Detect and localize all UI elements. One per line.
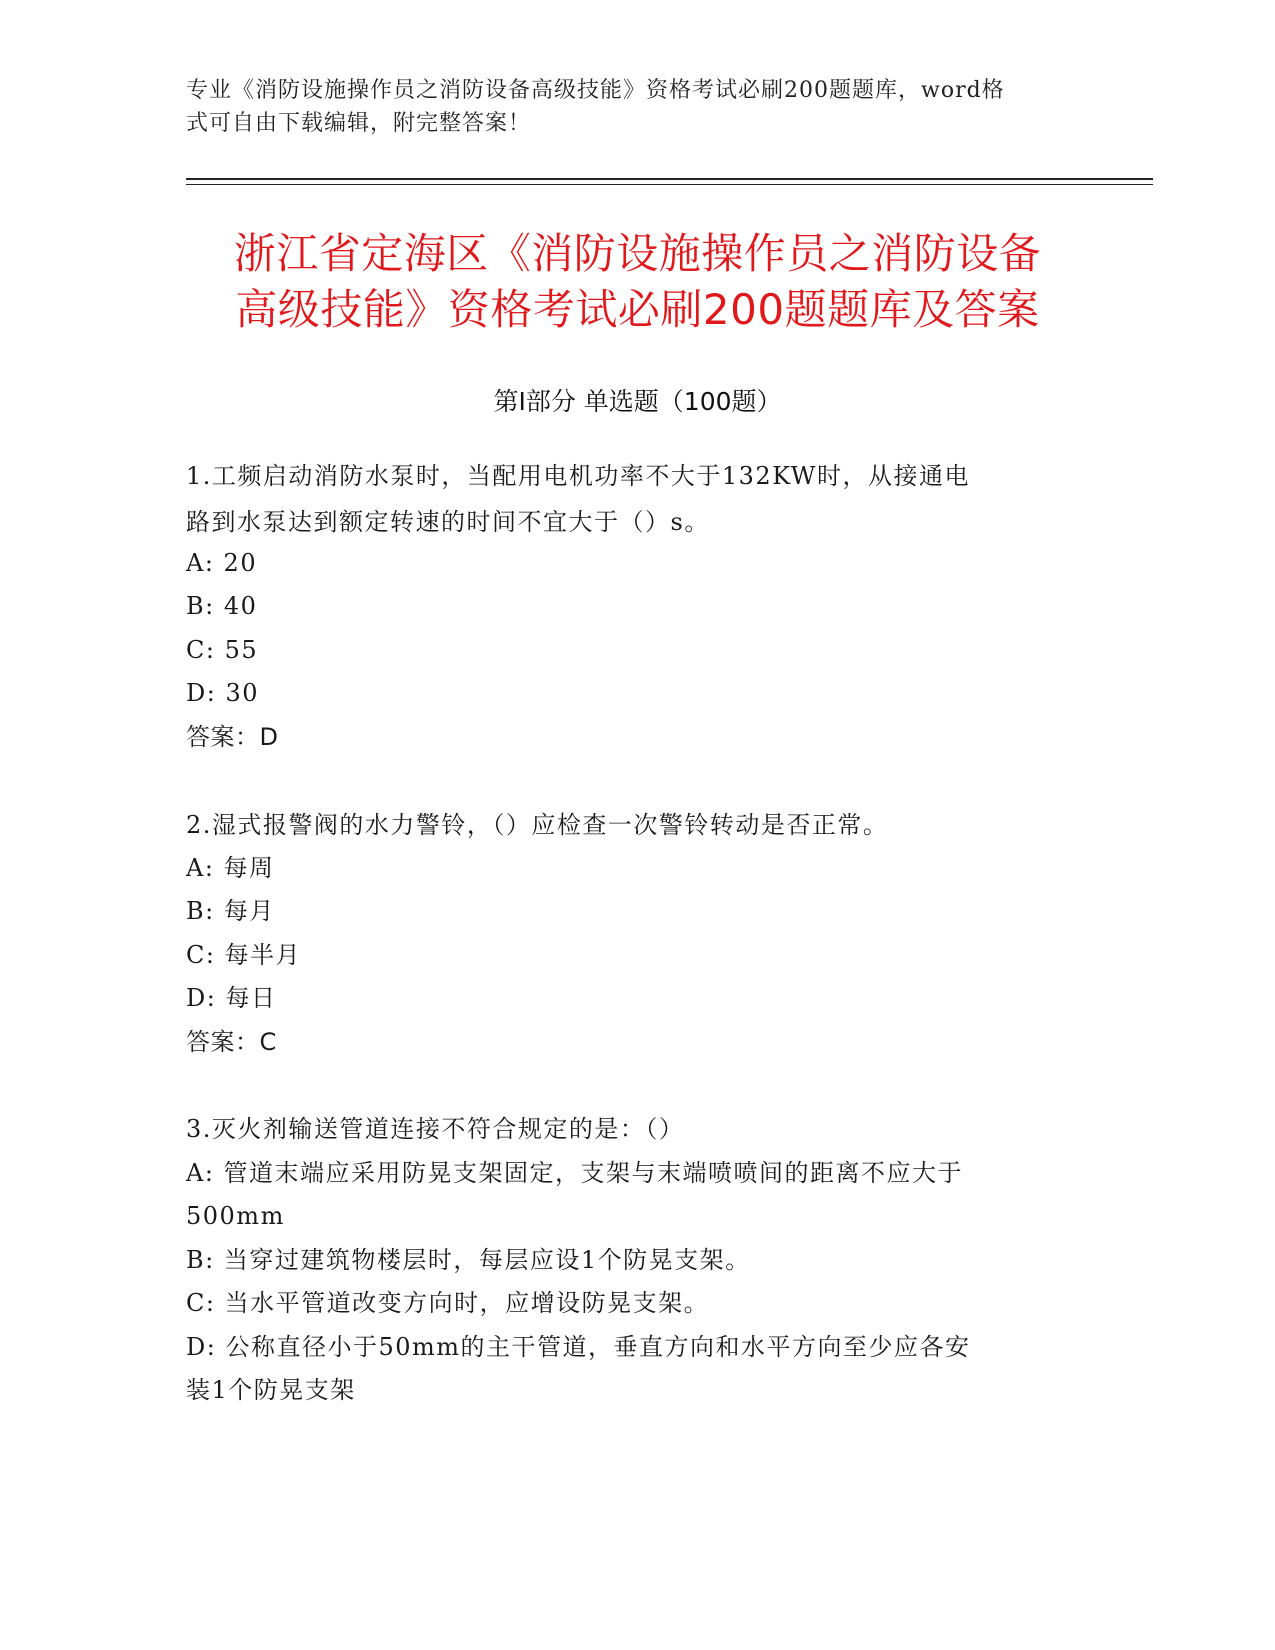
header-note-line: 专业《消防设施操作员之消防设备高级技能》资格考试必刷200题题库，word格: [186, 78, 1005, 103]
question-text-line: 路到水泵达到额定转速的时间不宜大于（）s。: [186, 508, 710, 536]
question-3-option-a: A: 管道末端应采用防晃支架固定，支架与末端喷喷间的距离不应大于: [186, 1159, 964, 1187]
header-divider-thin: [186, 184, 1153, 185]
question-1-text: [186, 453, 1066, 545]
question-1-option-a: A: 20: [186, 549, 258, 577]
question-2-option-c: C: 每半月: [186, 941, 302, 969]
question-3-option-d: D: 公称直径小于50mm的主干管道，垂直方向和水平方向至少应各安: [186, 1333, 971, 1361]
question-2-option-d: D: 每日: [186, 984, 277, 1012]
header-note-line: 式可自由下载编辑，附完整答案！: [186, 111, 532, 136]
question-2-answer: 答案：C: [186, 1028, 277, 1056]
question-text-line: 3.灭火剂输送管道连接不符合规定的是：（）: [186, 1115, 685, 1143]
question-text-line: 2.湿式报警阀的水力警铃，（）应检查一次警铃转动是否正常。: [186, 811, 889, 839]
question-1-option-b: B: 40: [186, 592, 258, 620]
header-note: [186, 74, 1066, 140]
document-title-line: 高级技能》资格考试必刷200题题库及答案: [235, 285, 1040, 334]
question-2-option-b: B: 每月: [186, 897, 275, 925]
question-1-option-d: D: 30: [186, 679, 259, 707]
document-title-line: 浙江省定海区《消防设施操作员之消防设备: [233, 229, 1042, 278]
question-2-option-a: A: 每周: [186, 854, 275, 882]
question-3-option-d-cont: 装1个防晃支架: [186, 1376, 356, 1404]
question-1-option-c: C: 55: [186, 636, 259, 664]
document-title: [150, 226, 1125, 338]
question-3-option-a-cont: 500mm: [186, 1202, 285, 1230]
question-3-text: [186, 1106, 1066, 1152]
header-divider: [186, 178, 1153, 180]
question-1-answer: 答案：D: [186, 723, 279, 751]
question-3-option-c: C: 当水平管道改变方向时，应增设防晃支架。: [186, 1289, 710, 1317]
question-2-text: [186, 802, 1066, 848]
section-heading: 第I部分 单选题（100题）: [493, 387, 782, 416]
question-text-line: 1.工频启动消防水泵时，当配用电机功率不大于132KW时，从接通电: [186, 462, 970, 490]
question-3-option-b: B: 当穿过建筑物楼层时，每层应设1个防晃支架。: [186, 1246, 751, 1274]
